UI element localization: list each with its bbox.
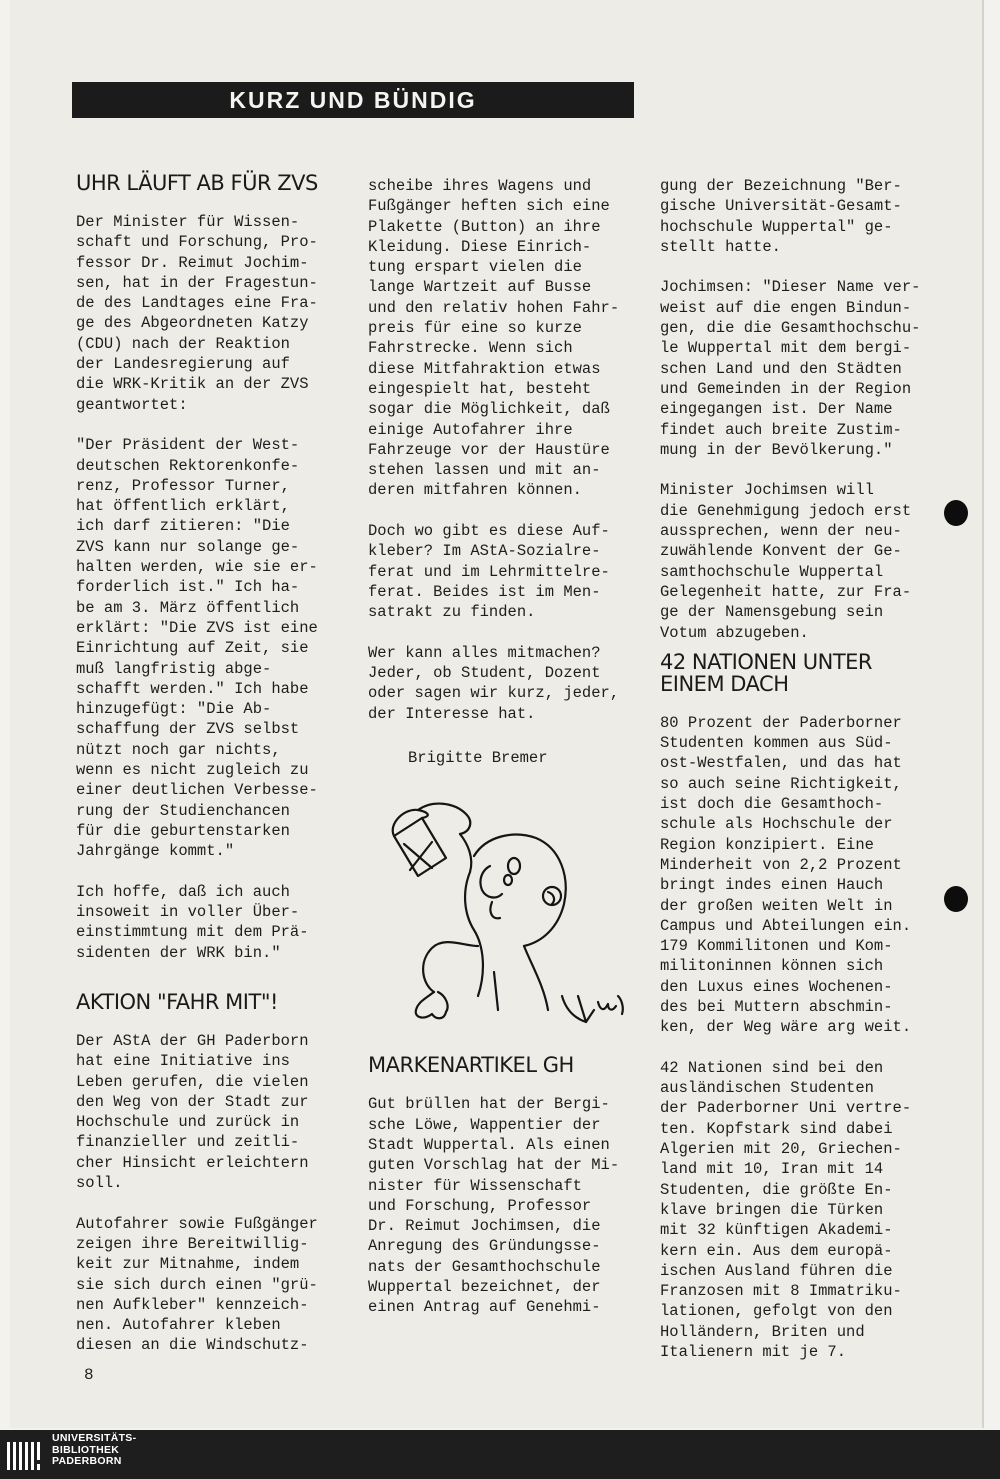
paragraph: Jochimsen: "Dieser Name ver- weist auf die engen Bindun- gen, die die Gesamthochschu- le Wuppertal mit dem bergi- schen Land und den Städten und Gemeinden in der Region eingegangen ist. Der Name findet auch breite Zustim- mung in der Bevölkerung." bbox=[660, 278, 921, 459]
column-left bbox=[76, 172, 348, 1376]
paragraph: Wer kann alles mitmachen? Jeder, ob Student, Dozent oder sagen wir kurz, jeder, der Interesse hat. bbox=[368, 643, 620, 723]
cartoon-drinking-figure bbox=[374, 796, 634, 1036]
paragraph: 80 Prozent der Paderborner Studenten kommen aus Süd- ost-Westfalen, und das hat so auch seine Richtigkeit, ist doch die Gesamthoch- schule als Hochschule der Region konzipiert. Eine Minderheit von 2,2 Prozent bringt indes einen Hauch der großen weiten Welt in Campus und Abteilungen ein. 179 Kommilitonen und Kom- militoninnen können sich den Luxus eines Wochenen- des bei Muttern abschmin- ken, der Weg wäre arg weit. bbox=[660, 713, 912, 1037]
page-number: 8 bbox=[84, 1366, 94, 1384]
punch-hole bbox=[944, 500, 968, 526]
library-logo-icon bbox=[6, 1436, 42, 1472]
headline-zvs: UHR LÄUFT AB FÜR ZVS bbox=[76, 171, 318, 195]
paragraph: Der Minister für Wissen- schaft und Forschung, Pro- fessor Dr. Reimut Jochim- sen, hat in der Fragestun- de des Landtages eine Fra- ge des Abgeordneten Katzy (CDU) nach der Reaktion der Landesregierung auf die WRK-Kritik an der ZVS geantwortet: bbox=[76, 213, 318, 414]
paragraph: Minister Jochimsen will die Genehmigung jedoch erst aussprechen, wenn der neu- zuwählende Konvent der Ge- samthochschule Wuppertal Gelegenheit hatte, zur Fra- ge der Namensgebung sein Votum abzugeben. bbox=[660, 481, 912, 642]
paragraph: Gut brüllen hat der Bergi- sche Löwe, Wappentier der Stadt Wuppertal. Als einen guten Vorschlag hat der Mi- nister für Wissenschaft und Forschung, Professor Dr. Reimut Jochimsen, die Anregung des Gründungsse- nats der Gesamthochschule Wuppertal bezeichnet, der einen Antrag auf Genehmi- bbox=[368, 1095, 620, 1317]
library-name bbox=[52, 1433, 136, 1468]
headline-42-nationen: 42 NATIONEN UNTER EINEM DACH bbox=[660, 649, 873, 696]
library-footer bbox=[0, 1430, 1000, 1479]
paragraph: "Der Präsident der West- deutschen Rektorenkonfe- renz, Professor Turner, hat öffentlich erklärt, ich darf zitieren: "Die ZVS kann nur solange ge- halten werden, wie sie er- forderlich ist." Ich ha- be am 3. März öffentlich erklärt: "Die ZVS ist eine Einrichtung auf Zeit, sie muß langfristig abge- schafft werden." Ich habe hinzugefügt: "Die Ab- schaffung der ZVS selbst nützt noch gar nichts, wenn es nicht zugleich zu einer deutlichen Verbesse- rung der Studienchancen für die geburtenstarken Jahrgänge kommt." bbox=[76, 436, 318, 861]
column-right bbox=[660, 176, 950, 1383]
paragraph: 42 Nationen sind bei den ausländischen Studenten der Paderborner Uni vertre- ten. Kopfstark sind dabei Algerien mit 20, Griechen- land mit 10, Iran mit 14 Studenten, die größte En- klave bringen die Türken mit 32 künftigen Akademi- kern ein. Aus dem europä- ischen Ausland führen die Franzosen mit 8 Immatriku- lationen, gefolgt von den Holländern, Briten und Italienern mit je 7. bbox=[660, 1058, 912, 1362]
section-title: KURZ UND BÜNDIG bbox=[229, 86, 477, 113]
paragraph: scheibe ihres Wagens und Fußgänger heften sich eine Plakette (Button) an ihre Kleidung. Diese Einrich- tung erspart vielen die lange Wartzeit auf Busse und den relativ hohen Fahr- preis für eine so kurze Fahrstrecke. Wenn sich diese Mitfahraktion etwas eingespielt hat, besteht sogar die Möglichkeit, daß einige Autofahrer ihre Fahrzeuge vor der Haustüre stehen lassen und mit an- deren mitfahren können. bbox=[368, 177, 620, 500]
paragraph: Ich hoffe, daß ich auch insoweit in voller Über- einstimmtung mit dem Prä- sidenten der WRK bin." bbox=[76, 882, 309, 962]
author-signature: Brigitte Bremer bbox=[408, 749, 548, 768]
column-middle bbox=[368, 176, 638, 1338]
paragraph: Doch wo gibt es diese Auf- kleber? Im AStA-Sozialre- ferat und im Lehrmittelre- ferat. Beides ist im Men- satrakt zu finden. bbox=[368, 522, 610, 622]
library-name-line: BIBLIOTHEK bbox=[52, 1443, 120, 1456]
paragraph: Der AStA der GH Paderborn hat eine Initiative ins Leben gerufen, die vielen den Weg von der Stadt zur Hochschule und zurück in finanzieller und zeitli- cher Hinsicht erleichtern soll. bbox=[76, 1031, 309, 1193]
paragraph: Autofahrer sowie Fußgänger zeigen ihre Bereitwillig- keit zur Mitnahme, indem sie sich durch einen "grü- nen Aufkleber" kennzeich- nen. Autofahrer kleben diesen an die Windschutz- bbox=[76, 1214, 318, 1355]
library-name-line: PADERBORN bbox=[52, 1455, 122, 1468]
library-name-line: UNIVERSITÄTS- bbox=[52, 1432, 137, 1444]
punch-hole bbox=[944, 886, 968, 912]
headline-markenartikel: MARKENARTIKEL GH bbox=[368, 1053, 574, 1078]
section-header-bar bbox=[72, 82, 634, 118]
paragraph: gung der Bezeichnung "Ber- gische Universität-Gesamt- hochschule Wuppertal" ge- stellt hatte. bbox=[660, 177, 902, 256]
headline-fahr-mit: AKTION "FAHR MIT"! bbox=[76, 989, 278, 1014]
